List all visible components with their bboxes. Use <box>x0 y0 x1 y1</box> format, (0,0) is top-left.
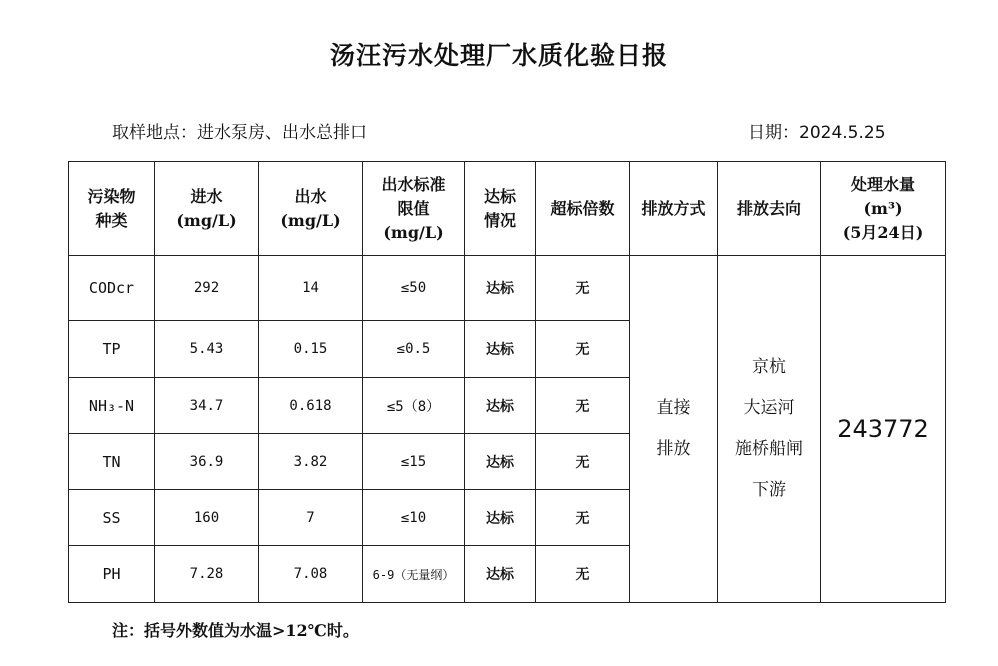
row-status: 达标 <box>465 256 536 321</box>
row-item: PH <box>69 546 155 603</box>
header-pollutant <box>69 162 155 256</box>
discharge-destination-cell <box>718 256 821 603</box>
header-compliance-line1: 达标 <box>483 186 516 206</box>
discharge-destination-line3: 施桥船闸 <box>735 439 803 459</box>
header-effluent <box>259 162 363 256</box>
header-pollutant-line2: 种类 <box>95 210 128 230</box>
discharge-method-cell <box>630 256 718 603</box>
discharge-destination-line2: 大运河 <box>743 398 795 418</box>
row-exceed: 无 <box>536 256 630 321</box>
row-influent: 7.28 <box>155 546 259 603</box>
row-standard: ≤50 <box>363 256 465 321</box>
row-effluent: 7.08 <box>259 546 363 603</box>
header-volume <box>821 162 946 256</box>
header-standard-line1: 出水标准 <box>381 174 446 194</box>
row-influent: 5.43 <box>155 321 259 378</box>
header-influent-line1: 进水 <box>190 186 223 206</box>
footnote: 注：括号外数值为水温>12℃时。 <box>112 621 359 640</box>
row-influent: 160 <box>155 490 259 546</box>
report-title: 汤汪污水处理厂水质化验日报 <box>329 41 668 70</box>
row-status: 达标 <box>465 378 536 434</box>
sampling-location: 取样地点：进水泵房、出水总排口 <box>112 123 367 143</box>
row-influent: 292 <box>155 256 259 321</box>
row-item: SS <box>69 490 155 546</box>
row-status: 达标 <box>465 321 536 378</box>
row-exceed: 无 <box>536 434 630 490</box>
row-item: NH₃-N <box>69 378 155 434</box>
row-effluent: 7 <box>259 490 363 546</box>
row-status: 达标 <box>465 490 536 546</box>
header-pollutant-line1: 污染物 <box>87 186 136 206</box>
row-effluent: 14 <box>259 256 363 321</box>
table-row <box>69 256 946 321</box>
row-standard: ≤5（8） <box>363 378 465 434</box>
header-exceed: 超标倍数 <box>536 162 630 256</box>
discharge-method-line2: 排放 <box>656 439 691 459</box>
header-effluent-line2: (mg/L) <box>280 210 341 230</box>
header-compliance-line2: 情况 <box>483 210 516 230</box>
row-influent: 36.9 <box>155 434 259 490</box>
row-standard: ≤0.5 <box>363 321 465 378</box>
discharge-method-line1: 直接 <box>656 398 691 418</box>
row-exceed: 无 <box>536 321 630 378</box>
header-volume-line2: (m³) <box>863 198 903 218</box>
row-item: TN <box>69 434 155 490</box>
row-status: 达标 <box>465 434 536 490</box>
discharge-destination-line1: 京杭 <box>752 357 786 377</box>
row-standard: ≤10 <box>363 490 465 546</box>
row-item: TP <box>69 321 155 378</box>
header-volume-line3: (5月24日) <box>842 222 924 242</box>
row-influent: 34.7 <box>155 378 259 434</box>
row-exceed: 无 <box>536 378 630 434</box>
row-effluent: 0.618 <box>259 378 363 434</box>
header-standard <box>363 162 465 256</box>
treated-volume: 243772 <box>821 256 946 603</box>
row-effluent: 0.15 <box>259 321 363 378</box>
header-row <box>69 162 946 256</box>
header-compliance <box>465 162 536 256</box>
water-quality-table <box>68 161 946 603</box>
header-influent-line2: (mg/L) <box>176 210 237 230</box>
header-standard-line2: 限值 <box>397 198 430 218</box>
header-standard-line3: (mg/L) <box>383 222 444 242</box>
row-effluent: 3.82 <box>259 434 363 490</box>
row-status: 达标 <box>465 546 536 603</box>
row-exceed: 无 <box>536 546 630 603</box>
header-discharge-method: 排放方式 <box>630 162 718 256</box>
report-date: 日期：2024.5.25 <box>748 123 886 143</box>
row-exceed: 无 <box>536 490 630 546</box>
header-volume-line1: 处理水量 <box>850 174 915 194</box>
discharge-destination-line4: 下游 <box>752 480 786 500</box>
header-discharge-destination: 排放去向 <box>718 162 821 256</box>
row-standard: ≤15 <box>363 434 465 490</box>
header-influent <box>155 162 259 256</box>
row-item: CODcr <box>69 256 155 321</box>
header-effluent-line1: 出水 <box>294 186 327 206</box>
row-standard: 6-9（无量纲） <box>363 546 465 603</box>
